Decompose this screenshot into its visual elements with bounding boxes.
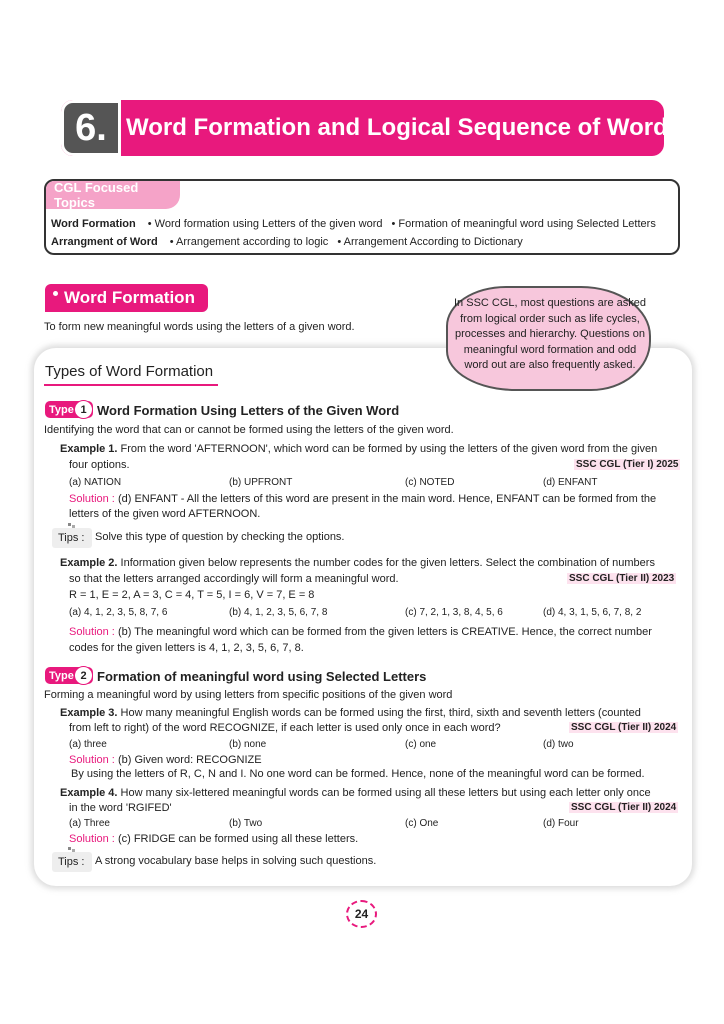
example-text: How many meaningful English words can be formed using the first, third, sixth and seventh letters (counted xyxy=(120,707,641,719)
tips-text: Solve this type of question by checking the options. xyxy=(95,531,345,543)
section-title-text: Word Formation xyxy=(64,288,195,307)
section-definition: To form new meaningful words using the letters of a given word. xyxy=(44,321,355,333)
example-text: from left to right) of the word RECOGNIZE, if each letter is used only once in each word? xyxy=(69,722,501,734)
pin-icon xyxy=(68,523,76,530)
solution-text: (d) ENFANT - All the letters of this word are present in the main word. Hence, ENFANT can be formed from the xyxy=(117,493,657,505)
chapter-title: Word Formation and Logical Sequence of Words xyxy=(126,114,682,141)
tips-label: Tips : xyxy=(52,528,92,548)
solution-text: (c) FRIDGE can be formed using all these letters. xyxy=(117,833,359,845)
solution-label: Solution : xyxy=(69,626,115,638)
chapter-number: 6. xyxy=(61,100,121,156)
solution xyxy=(69,493,656,505)
example-label: Example 1. xyxy=(60,443,118,455)
option: (a) NATION xyxy=(69,477,122,488)
exam-reference: SSC CGL (Tier I) 2025 xyxy=(576,459,679,470)
solution-text: (b) Given word: RECOGNIZE xyxy=(117,754,262,766)
option: (a) Three xyxy=(69,818,110,829)
topics-item: • Arrangement according to logic xyxy=(169,236,329,248)
type-badge xyxy=(45,401,93,418)
option: (a) 4, 1, 2, 3, 5, 8, 7, 6 xyxy=(69,607,168,618)
option: (b) 4, 1, 2, 3, 5, 6, 7, 8 xyxy=(229,607,328,618)
topics-row xyxy=(51,236,532,248)
option: (d) Four xyxy=(543,818,579,829)
types-underline xyxy=(44,384,218,386)
option: (b) Two xyxy=(229,818,263,829)
exam-reference: SSC CGL (Tier II) 2024 xyxy=(571,802,677,813)
type-label: Type xyxy=(49,669,74,682)
section-title xyxy=(45,284,208,312)
example-text: From the word 'AFTERNOON', which word can be formed by using the letters of the given word from the given xyxy=(120,443,658,455)
solution xyxy=(69,833,358,845)
option: (c) One xyxy=(405,818,439,829)
example-label: Example 2. xyxy=(60,557,118,569)
type-heading: Word Formation Using Letters of the Given Word xyxy=(97,403,400,418)
example-label: Example 3. xyxy=(60,707,118,719)
example-text: so that the letters arranged accordingly will form a meaningful word. xyxy=(69,573,399,585)
option: (b) UPFRONT xyxy=(229,477,293,488)
solution xyxy=(69,626,652,638)
topics-item: • Arrangement According to Dictionary xyxy=(337,236,523,248)
option: (d) 4, 3, 1, 5, 6, 7, 8, 2 xyxy=(543,607,642,618)
cloud-note-text: In SSC CGL, most questions are asked from logical order such as life cycles, processes and hierarchy. Questions on meaningful word formation and odd word out are also frequently asked. xyxy=(454,297,646,371)
option: (d) ENFANT xyxy=(543,477,598,488)
solution-label: Solution : xyxy=(69,833,115,845)
topics-row-label: Arrangment of Word xyxy=(51,236,158,248)
exam-reference: SSC CGL (Tier II) 2023 xyxy=(569,573,675,584)
solution-label: Solution : xyxy=(69,754,115,766)
solution-label: Solution : xyxy=(69,493,115,505)
solution-text: codes for the given letters is 4, 1, 2, 3, 5, 6, 7, 8. xyxy=(69,642,304,654)
type-label: Type xyxy=(49,403,74,416)
solution xyxy=(69,754,262,766)
option: (d) two xyxy=(543,739,574,750)
page-number: 24 xyxy=(346,900,377,928)
type-description: Identifying the word that can or cannot be formed using the letters of the given word. xyxy=(44,424,454,436)
option: (c) 7, 2, 1, 3, 8, 4, 5, 6 xyxy=(405,607,503,618)
type-number: 1 xyxy=(74,400,93,419)
option: (b) none xyxy=(229,739,267,750)
tips-text: A strong vocabulary base helps in solving such questions. xyxy=(95,855,377,867)
example-question xyxy=(60,707,641,719)
solution-text: (b) The meaningful word which can be formed from the given letters is CREATIVE. Hence, the correct number xyxy=(117,626,652,638)
topics-item: • Formation of meaningful word using Selected Letters xyxy=(391,218,656,230)
example-text: Information given below represents the number codes for the given letters. Select the combination of numbers xyxy=(120,557,655,569)
example-question xyxy=(60,557,655,569)
example-text: four options. xyxy=(69,459,130,471)
topics-item: • Word formation using Letters of the given word xyxy=(147,218,383,230)
solution-text: By using the letters of R, C, N and I. No one word can be formed. Hence, none of the meaningful word can be formed. xyxy=(71,768,645,780)
example-text: How many six-lettered meaningful words can be formed using all these letters but using each letter only once xyxy=(120,787,651,799)
type-number: 2 xyxy=(74,666,93,685)
tips-label: Tips : xyxy=(52,852,92,872)
example-question xyxy=(60,787,651,799)
pin-icon xyxy=(68,847,76,854)
types-title: Types of Word Formation xyxy=(45,363,214,380)
type-heading: Formation of meaningful word using Selected Letters xyxy=(97,669,427,684)
topics-row xyxy=(51,218,665,230)
bullet-icon xyxy=(53,291,58,296)
solution-text: letters of the given word AFTERNOON. xyxy=(69,508,261,520)
type-badge xyxy=(45,667,93,684)
option: (c) NOTED xyxy=(405,477,455,488)
example-text: in the word 'RGIFED' xyxy=(69,802,172,814)
option: (a) three xyxy=(69,739,107,750)
example-label: Example 4. xyxy=(60,787,118,799)
topics-row-label: Word Formation xyxy=(51,218,136,230)
type-description: Forming a meaningful word by using letters from specific positions of the given word xyxy=(44,689,453,701)
topics-header: CGL Focused Topics xyxy=(46,181,180,209)
example-question xyxy=(60,443,657,455)
letter-codes: R = 1, E = 2, A = 3, C = 4, T = 5, I = 6, V = 7, E = 8 xyxy=(69,589,315,601)
option: (c) one xyxy=(405,739,437,750)
exam-reference: SSC CGL (Tier II) 2024 xyxy=(571,722,677,733)
